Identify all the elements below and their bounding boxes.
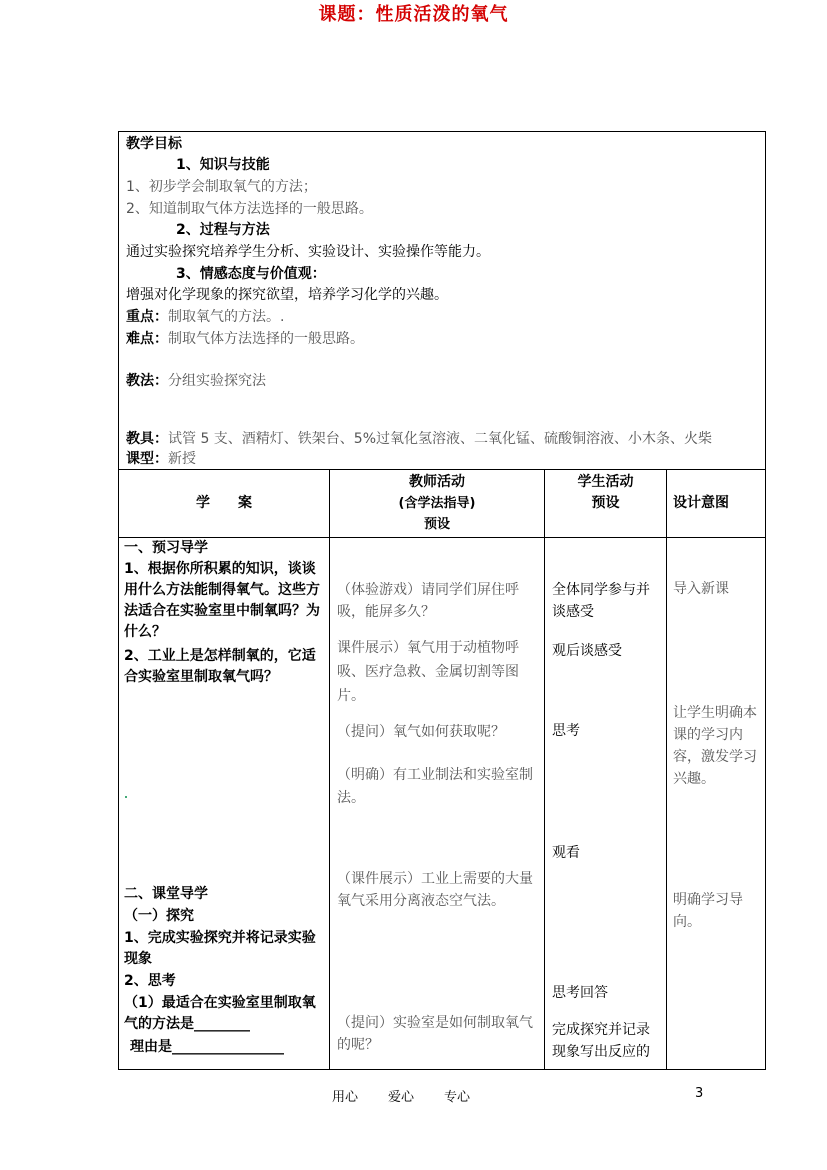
objectives-heading: 教学目标 (126, 136, 182, 152)
header-teacher-line3: 预设 (423, 517, 450, 532)
preview-q2: 2、工业上是怎样制氧的，它适合实验室里制取氧气吗？ (124, 648, 316, 685)
lesson-type (126, 449, 196, 469)
header-plan: 学 案 (196, 495, 252, 511)
preview-q1: 1、根据你所积累的知识，谈谈用什么方法能制得氧气。这些方法适合在实验室里中制氧吗？为什么？ (124, 561, 320, 640)
process-text: 通过实验探究培养学生分析、实验设计、实验操作等能力。 (126, 244, 490, 260)
keypoint-label: 重点： (126, 309, 168, 325)
class-heading: 二、课堂导学 (124, 886, 208, 902)
divider (666, 469, 667, 1070)
explore-item-1: 1、完成实验探究并将记录实验现象 (124, 930, 316, 967)
footer-text-2: 爱心 (388, 1090, 415, 1105)
attitude-text: 增强对化学现象的探究欲望，培养学习化学的兴趣。 (126, 287, 448, 303)
difficulty-label: 难点： (126, 331, 168, 347)
difficulty (126, 329, 364, 349)
student-activity-2: 观后谈感受 (552, 643, 622, 659)
teacher-activity-5: （课件展示）工业上需要的大量氧气采用分离液态空气法。 (337, 871, 533, 909)
header-intent: 设计意图 (673, 495, 729, 511)
footer-text-3: 专心 (444, 1090, 471, 1105)
lesson-type-label: 课型： (126, 451, 168, 467)
header-teacher-line1: 教师活动 (409, 474, 465, 490)
student-activity-4: 观看 (552, 845, 580, 861)
header-student (545, 472, 666, 514)
teacher-activity-4: （明确）有工业制法和实验室制法。 (337, 767, 533, 806)
teacher-activity-6: （提问）实验室是如何制取氧气的呢？ (337, 1015, 533, 1053)
process-heading: 2、过程与方法 (176, 222, 270, 238)
teacher-activity-2: 课件展示）氧气用于动植物呼吸、医疗急救、金属切割等图片。 (337, 640, 519, 704)
preview-heading: 一、预习导学 (124, 540, 208, 556)
keypoint (126, 307, 284, 327)
method (126, 371, 266, 391)
tools (126, 429, 712, 449)
tools-label: 教具： (126, 431, 168, 447)
header-student-line1: 学生活动 (577, 474, 634, 490)
knowledge-item-2: 2、知道制取气体方法选择的一般思路。 (126, 201, 373, 217)
teacher-activity-3: （提问）氧气如何获取呢？ (337, 724, 505, 740)
lesson-type-text: 新授 (168, 451, 196, 467)
divider (544, 469, 545, 1070)
footer-text-1: 用心 (332, 1090, 359, 1105)
decorative-dot (125, 796, 127, 798)
difficulty-text: 制取气体方法选择的一般思路。 (168, 331, 364, 347)
teacher-activity-1: （体验游戏）请同学们屏住呼吸，能屏多久？ (337, 582, 519, 620)
tools-text: 试管 5 支、酒精灯、铁架台、5%过氧化氢溶液、二氧化锰、硫酸铜溶液、小木条、火柴 (168, 431, 713, 447)
student-activity-1: 全体同学参与并谈感受 (552, 582, 650, 620)
header-teacher (330, 472, 544, 535)
method-label: 教法： (126, 373, 168, 389)
explore-item-2: 2、思考 (124, 973, 176, 989)
knowledge-item-1: 1、初步学会制取氧气的方法； (126, 179, 317, 195)
student-activity-5: 思考回答 (552, 985, 608, 1001)
method-text: 分组实验探究法 (168, 373, 266, 389)
divider (329, 469, 330, 1070)
design-intent-2: 让学生明确本课的学习内容，激发学习兴趣。 (673, 705, 757, 787)
explore-item-3: （1）最适合在实验室里制取氧气的方法是________ (124, 995, 316, 1032)
header-student-line2: 预设 (591, 495, 620, 511)
explore-item-4: 理由是________________ (130, 1039, 284, 1055)
student-activity-6: 完成探究并记录现象写出反应的 (552, 1022, 650, 1060)
header-teacher-line2: (含学法指导) (398, 496, 476, 511)
design-intent-3: 明确学习导向。 (673, 892, 743, 930)
attitude-heading: 3、情感态度与价值观： (176, 266, 326, 282)
divider (118, 469, 766, 470)
keypoint-text: 制取氧气的方法。. (168, 309, 285, 325)
page-number: 3 (695, 1086, 704, 1101)
design-intent-1: 导入新课 (673, 581, 729, 597)
student-activity-3: 思考 (552, 723, 580, 739)
page-title: 课题：性质活泼的氧气 (318, 4, 509, 25)
explore-heading: （一）探究 (124, 908, 194, 924)
knowledge-heading: 1、知识与技能 (176, 157, 270, 173)
